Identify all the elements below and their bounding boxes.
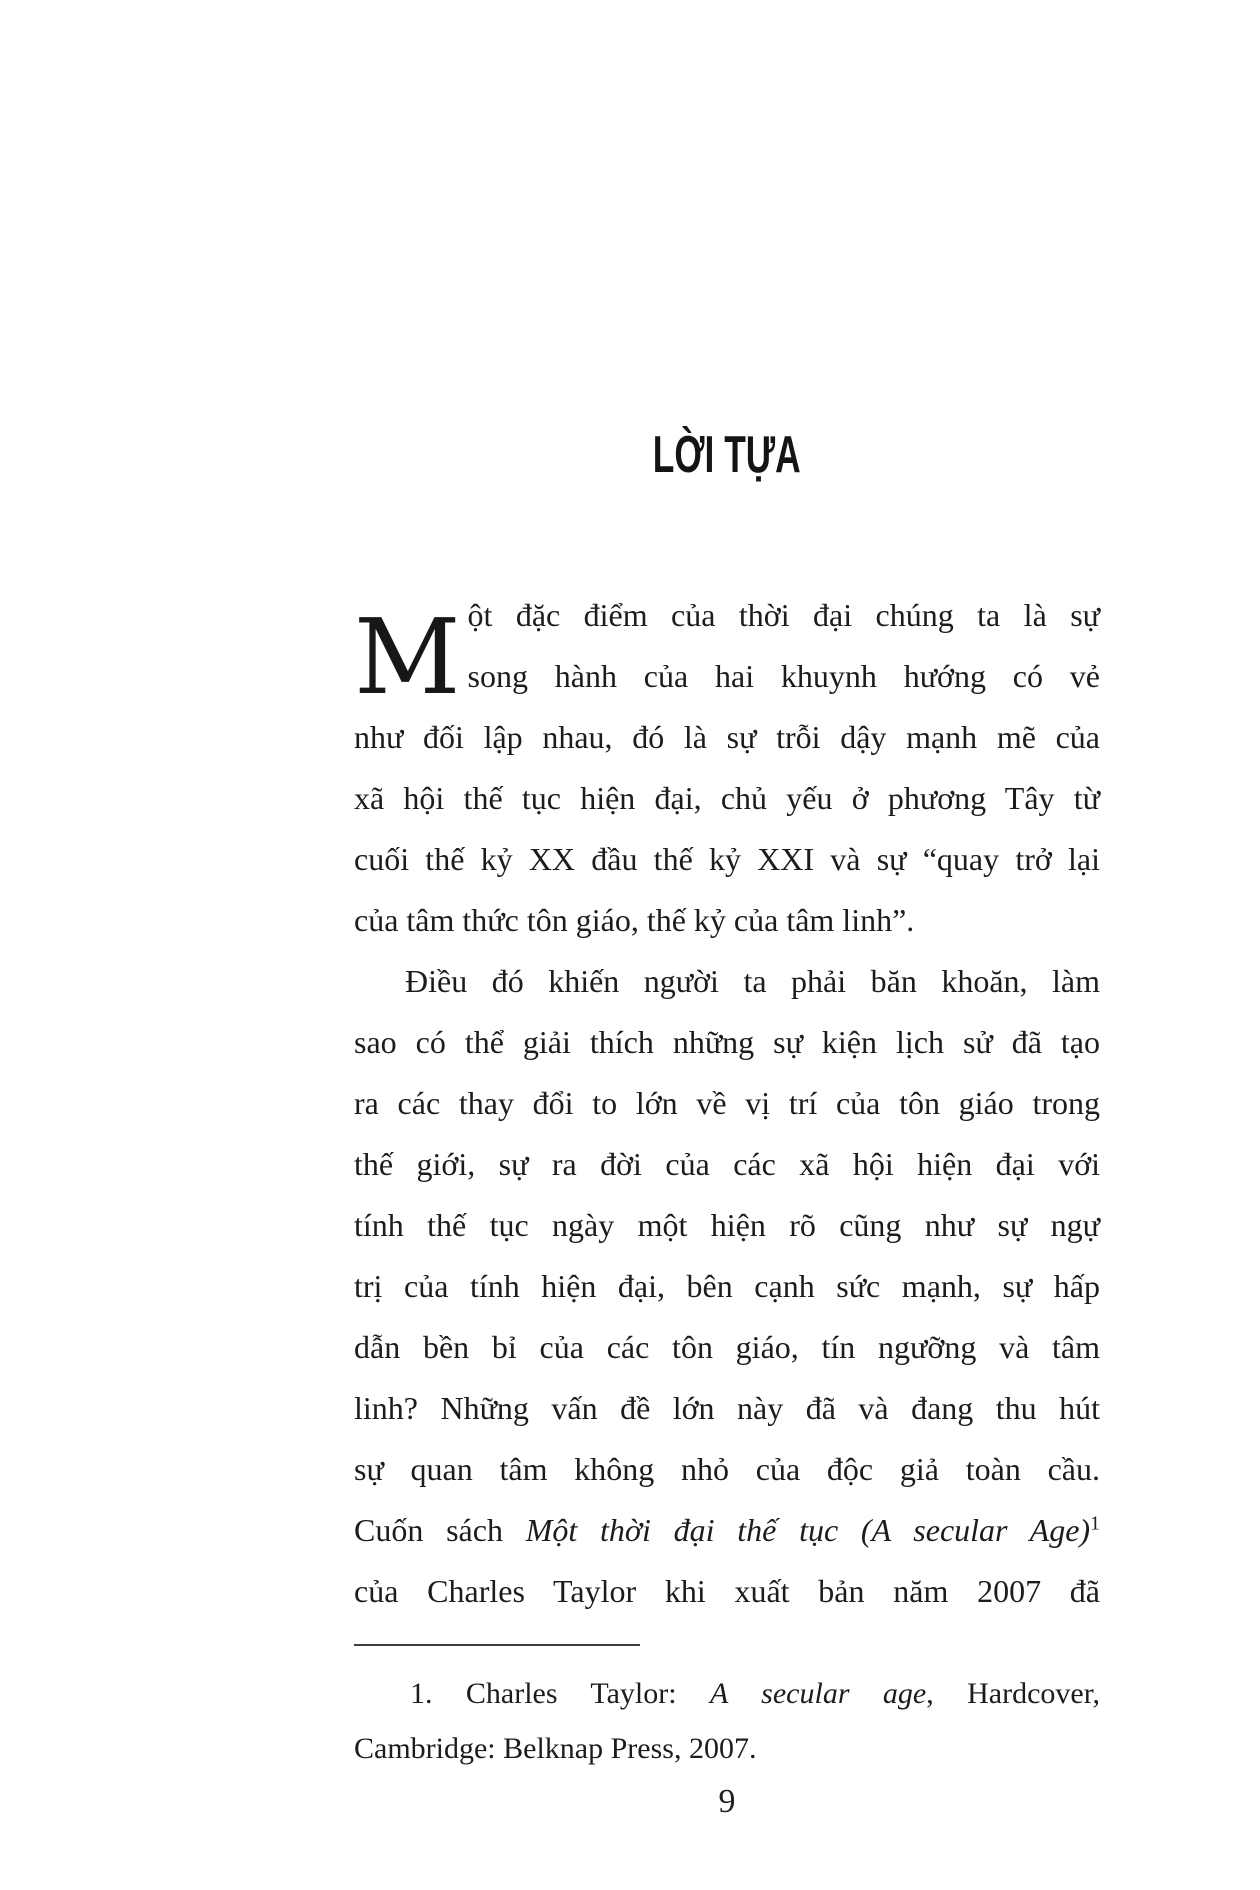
footnote-work-italic: A secular age xyxy=(710,1677,927,1710)
page-title: LỜI TỰA xyxy=(653,426,801,484)
page-number: 9 xyxy=(718,1783,736,1820)
drop-cap: M xyxy=(354,596,461,718)
footnote-author: Charles Taylor: xyxy=(432,1677,710,1710)
paragraph-2 xyxy=(354,951,1100,1622)
footnote-line xyxy=(354,1666,1100,1721)
book-line-prefix: Cuốn sách xyxy=(354,1512,526,1548)
footnote-marker: 1. xyxy=(410,1677,433,1710)
preface-title-row xyxy=(354,426,1100,484)
paragraph-1 xyxy=(354,585,1100,951)
paragraph-line: Điều đó khiến người ta phải băn khoăn, làm xyxy=(405,963,1100,999)
paragraph-line: linh? Những vấn đề lớn này đã và đang thu hút xyxy=(354,1390,1100,1426)
paragraph-line: sự quan tâm không nhỏ của độc giả toàn cầu. xyxy=(354,1451,1100,1487)
paragraph-line: trị của tính hiện đại, bên cạnh sức mạnh, sự hấp xyxy=(354,1268,1100,1304)
paragraph-line: ột đặc điểm của thời đại chúng ta là sự xyxy=(467,597,1100,633)
footnote-separator xyxy=(354,1644,640,1646)
paragraph-line-book-title xyxy=(354,1500,1100,1561)
footnote-line: Cambridge: Belknap Press, 2007. xyxy=(354,1732,757,1765)
footnote xyxy=(354,1666,1100,1776)
footnote-suffix: , Hardcover, xyxy=(926,1677,1101,1710)
paragraph-line: tính thế tục ngày một hiện rõ cũng như sự ngự xyxy=(354,1207,1100,1243)
paragraph-line: của Charles Taylor khi xuất bản năm 2007 đã xyxy=(354,1573,1100,1609)
paragraph-line: như đối lập nhau, đó là sự trỗi dậy mạnh mẽ của xyxy=(354,719,1100,755)
paragraph-line: ra các thay đổi to lớn về vị trí của tôn giáo trong xyxy=(354,1085,1100,1121)
paragraph-line: thế giới, sự ra đời của các xã hội hiện đại với xyxy=(354,1146,1100,1182)
paragraph-line: song hành của hai khuynh hướng có vẻ xyxy=(467,658,1100,694)
paragraph-line: cuối thế kỷ XX đầu thế kỷ XXI và sự “quay trở lại xyxy=(354,841,1100,877)
paragraph-line: dẫn bền bỉ của các tôn giáo, tín ngưỡng và tâm xyxy=(354,1329,1100,1365)
book-title-italic: Một thời đại thế tục (A secular Age) xyxy=(525,1512,1091,1548)
body-text xyxy=(354,585,1100,1622)
footnote-reference-superscript: 1 xyxy=(1090,1512,1101,1535)
paragraph-line: xã hội thế tục hiện đại, chủ yếu ở phương Tây từ xyxy=(354,780,1100,816)
paragraph-line: sao có thể giải thích những sự kiện lịch sử đã tạo xyxy=(354,1024,1100,1060)
paragraph-line: của tâm thức tôn giáo, thế kỷ của tâm linh”. xyxy=(354,902,915,938)
